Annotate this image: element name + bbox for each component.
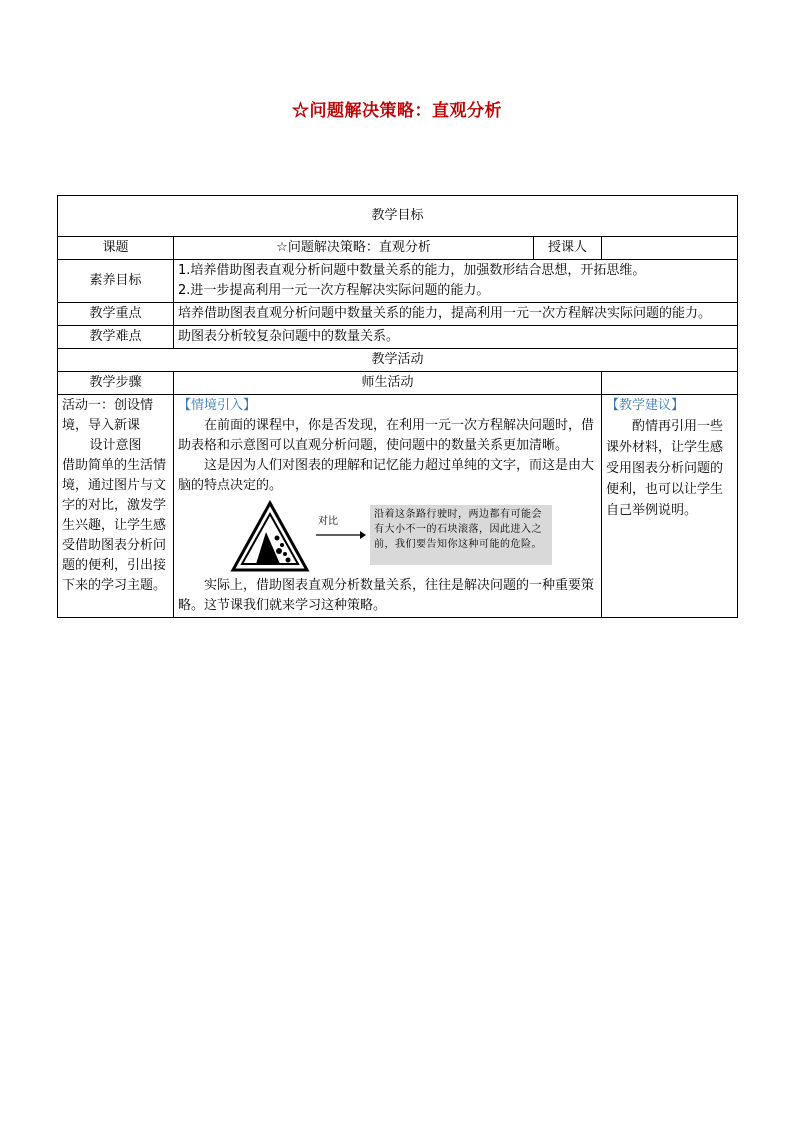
literacy-value (174, 260, 738, 303)
steps-header: 教学步骤 (58, 372, 174, 395)
section-row-activities (58, 349, 738, 372)
literacy-row (58, 260, 738, 303)
teacher-value (602, 237, 738, 260)
section-title-activities: 教学活动 (58, 349, 738, 372)
section-title-goals: 教学目标 (58, 196, 738, 237)
activity-row-1 (58, 395, 738, 618)
activity-header: 师生活动 (174, 372, 602, 395)
intro-paragraph-2: 这是因为人们对图表的理解和记忆能力超过单纯的文字，而这是由大脑的特点决定的。 (178, 458, 595, 493)
topic-label: 课题 (58, 237, 174, 260)
key-point-row (58, 303, 738, 326)
lesson-plan-table (57, 195, 738, 618)
arrow-right-icon (316, 530, 366, 540)
intro-paragraph-3: 实际上，借助图表直观分析数量关系，往往是解决问题的一种重要策略。这节课我们就来学习这种策略。 (178, 578, 595, 613)
difficulty-label: 教学难点 (58, 326, 174, 349)
key-point-label: 教学重点 (58, 303, 174, 326)
activity-header-row (58, 372, 738, 395)
literacy-item-1: 1.培养借助图表直观分析问题中数量关系的能力，加强数形结合思想，开拓思维。 (178, 263, 646, 278)
key-point-value: 培养借助图表直观分析问题中数量关系的能力，提高利用一元一次方程解决实际问题的能力。 (174, 303, 738, 326)
advice-cell-1 (602, 395, 738, 618)
page-title: ☆问题解决策略：直观分析 (292, 101, 502, 121)
topic-row (58, 237, 738, 260)
step-cell-1 (58, 395, 174, 618)
intro-tag: 【情境引入】 (178, 398, 257, 413)
comparison-label: 对比 (318, 516, 338, 527)
difficulty-row (58, 326, 738, 349)
comparison-figure (178, 500, 597, 574)
activity-cell-1 (174, 395, 602, 618)
section-row-goals (58, 196, 738, 237)
design-intent-text: 借助简单的生活情境，通过图片与文字的对比，激发学生兴趣，让学生感受借助图表分析问题的便利，引出接下来的学习主题。 (62, 458, 167, 593)
intro-paragraph-1: 在前面的课程中，你是否发现，在利用一元一次方程解决问题时，借助表格和示意图可以直观分析问题，使问题中的数量关系更加清晰。 (178, 418, 595, 453)
step-1-title: 活动一：创设情境，导入新课 (62, 398, 154, 433)
advice-header-blank (602, 372, 738, 395)
advice-tag: 【教学建议】 (606, 398, 685, 413)
teacher-label: 授课人 (534, 237, 602, 260)
difficulty-value: 助图表分析较复杂问题中的数量关系。 (174, 326, 738, 349)
literacy-item-2: 2.进一步提高利用一元一次方程解决实际问题的能力。 (178, 283, 490, 298)
design-intent-title: 设计意图 (89, 438, 142, 453)
literacy-label: 素养目标 (58, 260, 174, 303)
comparison-text-box: 沿着这条路行驶时，两边都有可能会有大小不一的石块滚落，因此进入之前，我们要告知你这种可能的危险。 (370, 505, 552, 565)
falling-rocks-warning-icon (230, 500, 310, 574)
advice-text: 酌情再引用一些课外材料，让学生感受用图表分析问题的便利，也可以让学生自己举例说明。 (606, 419, 724, 518)
topic-value: ☆问题解决策略：直观分析 (174, 237, 534, 260)
